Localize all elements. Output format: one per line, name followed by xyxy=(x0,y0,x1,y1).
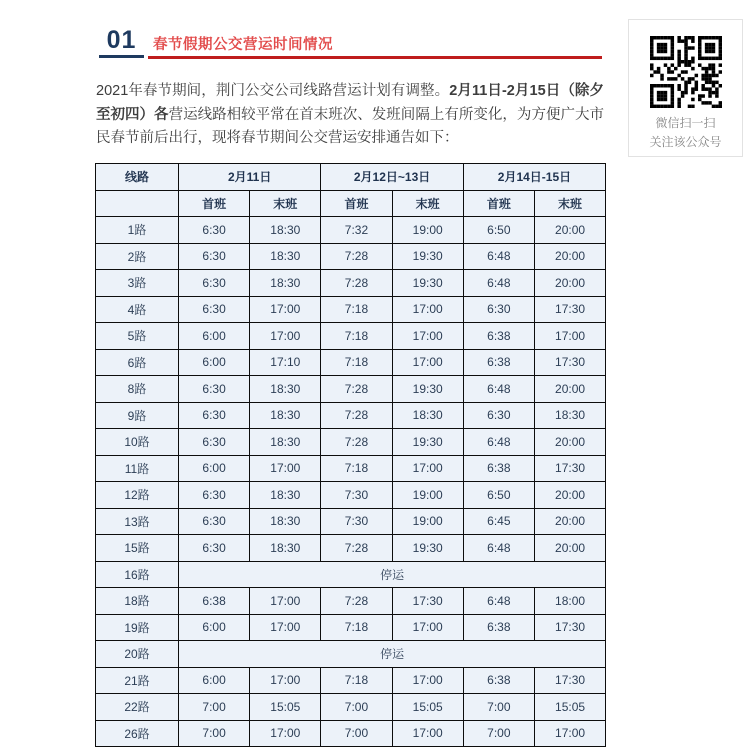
wechat-qr-panel xyxy=(628,19,743,157)
header-row-dates xyxy=(96,164,606,191)
time-cell: 7:18 xyxy=(321,349,392,376)
table-row xyxy=(96,429,606,456)
time-cell: 7:00 xyxy=(321,720,392,747)
time-cell: 17:00 xyxy=(392,720,463,747)
route-cell: 26路 xyxy=(96,720,179,747)
sub-header-cell: 首班 xyxy=(321,190,392,217)
date-group-header: 2月14日-15日 xyxy=(463,164,605,191)
time-cell: 18:30 xyxy=(250,270,321,297)
route-cell: 9路 xyxy=(96,402,179,429)
time-cell: 7:00 xyxy=(463,694,534,721)
time-cell: 17:00 xyxy=(392,323,463,350)
time-cell: 17:00 xyxy=(392,455,463,482)
schedule-table-head xyxy=(96,164,606,217)
sub-header-cell: 末班 xyxy=(534,190,605,217)
time-cell: 7:18 xyxy=(321,323,392,350)
time-cell: 18:30 xyxy=(250,429,321,456)
time-cell: 15:05 xyxy=(534,694,605,721)
time-cell: 18:30 xyxy=(534,402,605,429)
time-cell: 18:00 xyxy=(534,588,605,615)
time-cell: 19:00 xyxy=(392,482,463,509)
time-cell: 6:30 xyxy=(179,508,250,535)
route-cell: 16路 xyxy=(96,561,179,588)
schedule-table-body xyxy=(96,217,606,747)
time-cell: 18:30 xyxy=(250,402,321,429)
intro-text-normal-2: 营运线路相较平常在首末班次、发班间隔上有所变化，为方便广大市民春节前后出行，现将春节期间公交营运安排通告如下： xyxy=(96,106,605,146)
route-cell: 11路 xyxy=(96,455,179,482)
time-cell: 6:48 xyxy=(463,243,534,270)
time-cell: 7:00 xyxy=(321,694,392,721)
route-cell: 8路 xyxy=(96,376,179,403)
time-cell: 6:00 xyxy=(179,323,250,350)
time-cell: 6:00 xyxy=(179,614,250,641)
time-cell: 6:00 xyxy=(179,349,250,376)
time-cell: 7:18 xyxy=(321,667,392,694)
time-cell: 7:18 xyxy=(321,455,392,482)
time-cell: 6:48 xyxy=(463,376,534,403)
table-row xyxy=(96,323,606,350)
time-cell: 7:28 xyxy=(321,243,392,270)
table-row xyxy=(96,455,606,482)
time-cell: 17:00 xyxy=(392,667,463,694)
time-cell: 15:05 xyxy=(392,694,463,721)
time-cell: 17:00 xyxy=(392,296,463,323)
date-group-header: 2月11日 xyxy=(179,164,321,191)
header-row-first-last xyxy=(96,190,606,217)
time-cell: 6:38 xyxy=(463,455,534,482)
table-row xyxy=(96,720,606,747)
table-row xyxy=(96,270,606,297)
time-cell: 19:00 xyxy=(392,217,463,244)
route-column-header: 线路 xyxy=(96,164,179,191)
time-cell: 17:00 xyxy=(534,720,605,747)
time-cell: 6:48 xyxy=(463,429,534,456)
time-cell: 6:45 xyxy=(463,508,534,535)
table-row xyxy=(96,694,606,721)
table-row xyxy=(96,508,606,535)
time-cell: 18:30 xyxy=(250,243,321,270)
time-cell: 7:28 xyxy=(321,429,392,456)
route-cell: 5路 xyxy=(96,323,179,350)
time-cell: 6:30 xyxy=(179,402,250,429)
time-cell: 6:00 xyxy=(179,455,250,482)
time-cell: 6:30 xyxy=(179,217,250,244)
route-cell: 21路 xyxy=(96,667,179,694)
qr-caption-line2: 关注该公众号 xyxy=(649,135,722,149)
route-cell: 22路 xyxy=(96,694,179,721)
time-cell: 18:30 xyxy=(250,508,321,535)
time-cell: 7:18 xyxy=(321,296,392,323)
time-cell: 17:00 xyxy=(250,667,321,694)
route-cell: 4路 xyxy=(96,296,179,323)
route-cell: 2路 xyxy=(96,243,179,270)
table-row xyxy=(96,561,606,588)
table-row xyxy=(96,535,606,562)
time-cell: 17:00 xyxy=(534,323,605,350)
time-cell: 18:30 xyxy=(250,535,321,562)
time-cell: 6:38 xyxy=(463,614,534,641)
route-cell: 15路 xyxy=(96,535,179,562)
time-cell: 7:18 xyxy=(321,614,392,641)
table-row xyxy=(96,217,606,244)
time-cell: 20:00 xyxy=(534,482,605,509)
time-cell: 20:00 xyxy=(534,429,605,456)
route-cell: 13路 xyxy=(96,508,179,535)
time-cell: 6:50 xyxy=(463,482,534,509)
time-cell: 7:30 xyxy=(321,482,392,509)
bus-schedule-table xyxy=(95,163,606,747)
qr-code-icon xyxy=(650,36,722,108)
time-cell: 7:28 xyxy=(321,402,392,429)
time-cell: 7:00 xyxy=(463,720,534,747)
section-rule xyxy=(148,56,602,59)
intro-text-normal-1: 2021年春节期间，荆门公交公司线路营运计划有调整。 xyxy=(96,83,450,99)
time-cell: 18:30 xyxy=(250,482,321,509)
suspended-cell: 停运 xyxy=(179,561,606,588)
table-row xyxy=(96,641,606,668)
time-cell: 19:30 xyxy=(392,429,463,456)
time-cell: 6:30 xyxy=(179,482,250,509)
route-cell: 3路 xyxy=(96,270,179,297)
time-cell: 7:28 xyxy=(321,535,392,562)
time-cell: 17:00 xyxy=(250,588,321,615)
time-cell: 17:00 xyxy=(250,720,321,747)
route-cell: 12路 xyxy=(96,482,179,509)
time-cell: 18:30 xyxy=(250,376,321,403)
time-cell: 6:30 xyxy=(179,296,250,323)
table-row xyxy=(96,614,606,641)
sub-header-cell: 首班 xyxy=(463,190,534,217)
time-cell: 6:30 xyxy=(179,376,250,403)
time-cell: 17:00 xyxy=(250,296,321,323)
route-cell: 10路 xyxy=(96,429,179,456)
time-cell: 20:00 xyxy=(534,243,605,270)
time-cell: 7:00 xyxy=(179,694,250,721)
table-row xyxy=(96,482,606,509)
time-cell: 20:00 xyxy=(534,376,605,403)
time-cell: 17:30 xyxy=(534,349,605,376)
sub-header-cell: 末班 xyxy=(250,190,321,217)
time-cell: 6:48 xyxy=(463,270,534,297)
time-cell: 6:38 xyxy=(463,667,534,694)
time-cell: 17:30 xyxy=(534,614,605,641)
intro-text-bold: 2月11日-2月15日（除夕至初四）各 xyxy=(96,83,604,123)
time-cell: 6:30 xyxy=(179,243,250,270)
time-cell: 7:00 xyxy=(179,720,250,747)
table-row xyxy=(96,349,606,376)
section-number: 01 xyxy=(99,26,144,58)
time-cell: 20:00 xyxy=(534,217,605,244)
time-cell: 20:00 xyxy=(534,535,605,562)
time-cell: 17:00 xyxy=(250,455,321,482)
time-cell: 6:30 xyxy=(463,296,534,323)
time-cell: 6:38 xyxy=(463,349,534,376)
time-cell: 17:00 xyxy=(250,614,321,641)
empty-header-cell xyxy=(96,190,179,217)
time-cell: 18:30 xyxy=(250,217,321,244)
time-cell: 6:38 xyxy=(179,588,250,615)
time-cell: 7:30 xyxy=(321,508,392,535)
route-cell: 20路 xyxy=(96,641,179,668)
time-cell: 6:50 xyxy=(463,217,534,244)
time-cell: 19:00 xyxy=(392,508,463,535)
time-cell: 6:30 xyxy=(179,535,250,562)
table-row xyxy=(96,402,606,429)
time-cell: 19:30 xyxy=(392,535,463,562)
section-title: 春节假期公交营运时间情况 xyxy=(153,37,333,53)
time-cell: 6:30 xyxy=(179,270,250,297)
time-cell: 6:30 xyxy=(179,429,250,456)
time-cell: 7:28 xyxy=(321,376,392,403)
time-cell: 6:00 xyxy=(179,667,250,694)
time-cell: 20:00 xyxy=(534,270,605,297)
time-cell: 17:00 xyxy=(392,614,463,641)
time-cell: 19:30 xyxy=(392,376,463,403)
time-cell: 6:38 xyxy=(463,323,534,350)
time-cell: 17:10 xyxy=(250,349,321,376)
route-cell: 19路 xyxy=(96,614,179,641)
sub-header-cell: 首班 xyxy=(179,190,250,217)
route-cell: 18路 xyxy=(96,588,179,615)
time-cell: 6:48 xyxy=(463,535,534,562)
time-cell: 17:00 xyxy=(250,323,321,350)
time-cell: 17:30 xyxy=(534,296,605,323)
time-cell: 17:30 xyxy=(534,667,605,694)
time-cell: 17:30 xyxy=(392,588,463,615)
time-cell: 17:30 xyxy=(534,455,605,482)
table-row xyxy=(96,376,606,403)
route-cell: 6路 xyxy=(96,349,179,376)
table-row xyxy=(96,588,606,615)
route-cell: 1路 xyxy=(96,217,179,244)
time-cell: 15:05 xyxy=(250,694,321,721)
table-row xyxy=(96,296,606,323)
time-cell: 19:30 xyxy=(392,270,463,297)
time-cell: 18:30 xyxy=(392,402,463,429)
date-group-header: 2月12日~13日 xyxy=(321,164,463,191)
time-cell: 6:48 xyxy=(463,588,534,615)
intro-paragraph xyxy=(96,80,604,151)
table-row xyxy=(96,243,606,270)
time-cell: 7:28 xyxy=(321,270,392,297)
time-cell: 6:30 xyxy=(463,402,534,429)
time-cell: 19:30 xyxy=(392,243,463,270)
qr-caption-line1: 微信扫一扫 xyxy=(655,116,716,130)
suspended-cell: 停运 xyxy=(179,641,606,668)
time-cell: 17:00 xyxy=(392,349,463,376)
time-cell: 7:32 xyxy=(321,217,392,244)
table-row xyxy=(96,667,606,694)
sub-header-cell: 末班 xyxy=(392,190,463,217)
time-cell: 7:28 xyxy=(321,588,392,615)
time-cell: 20:00 xyxy=(534,508,605,535)
